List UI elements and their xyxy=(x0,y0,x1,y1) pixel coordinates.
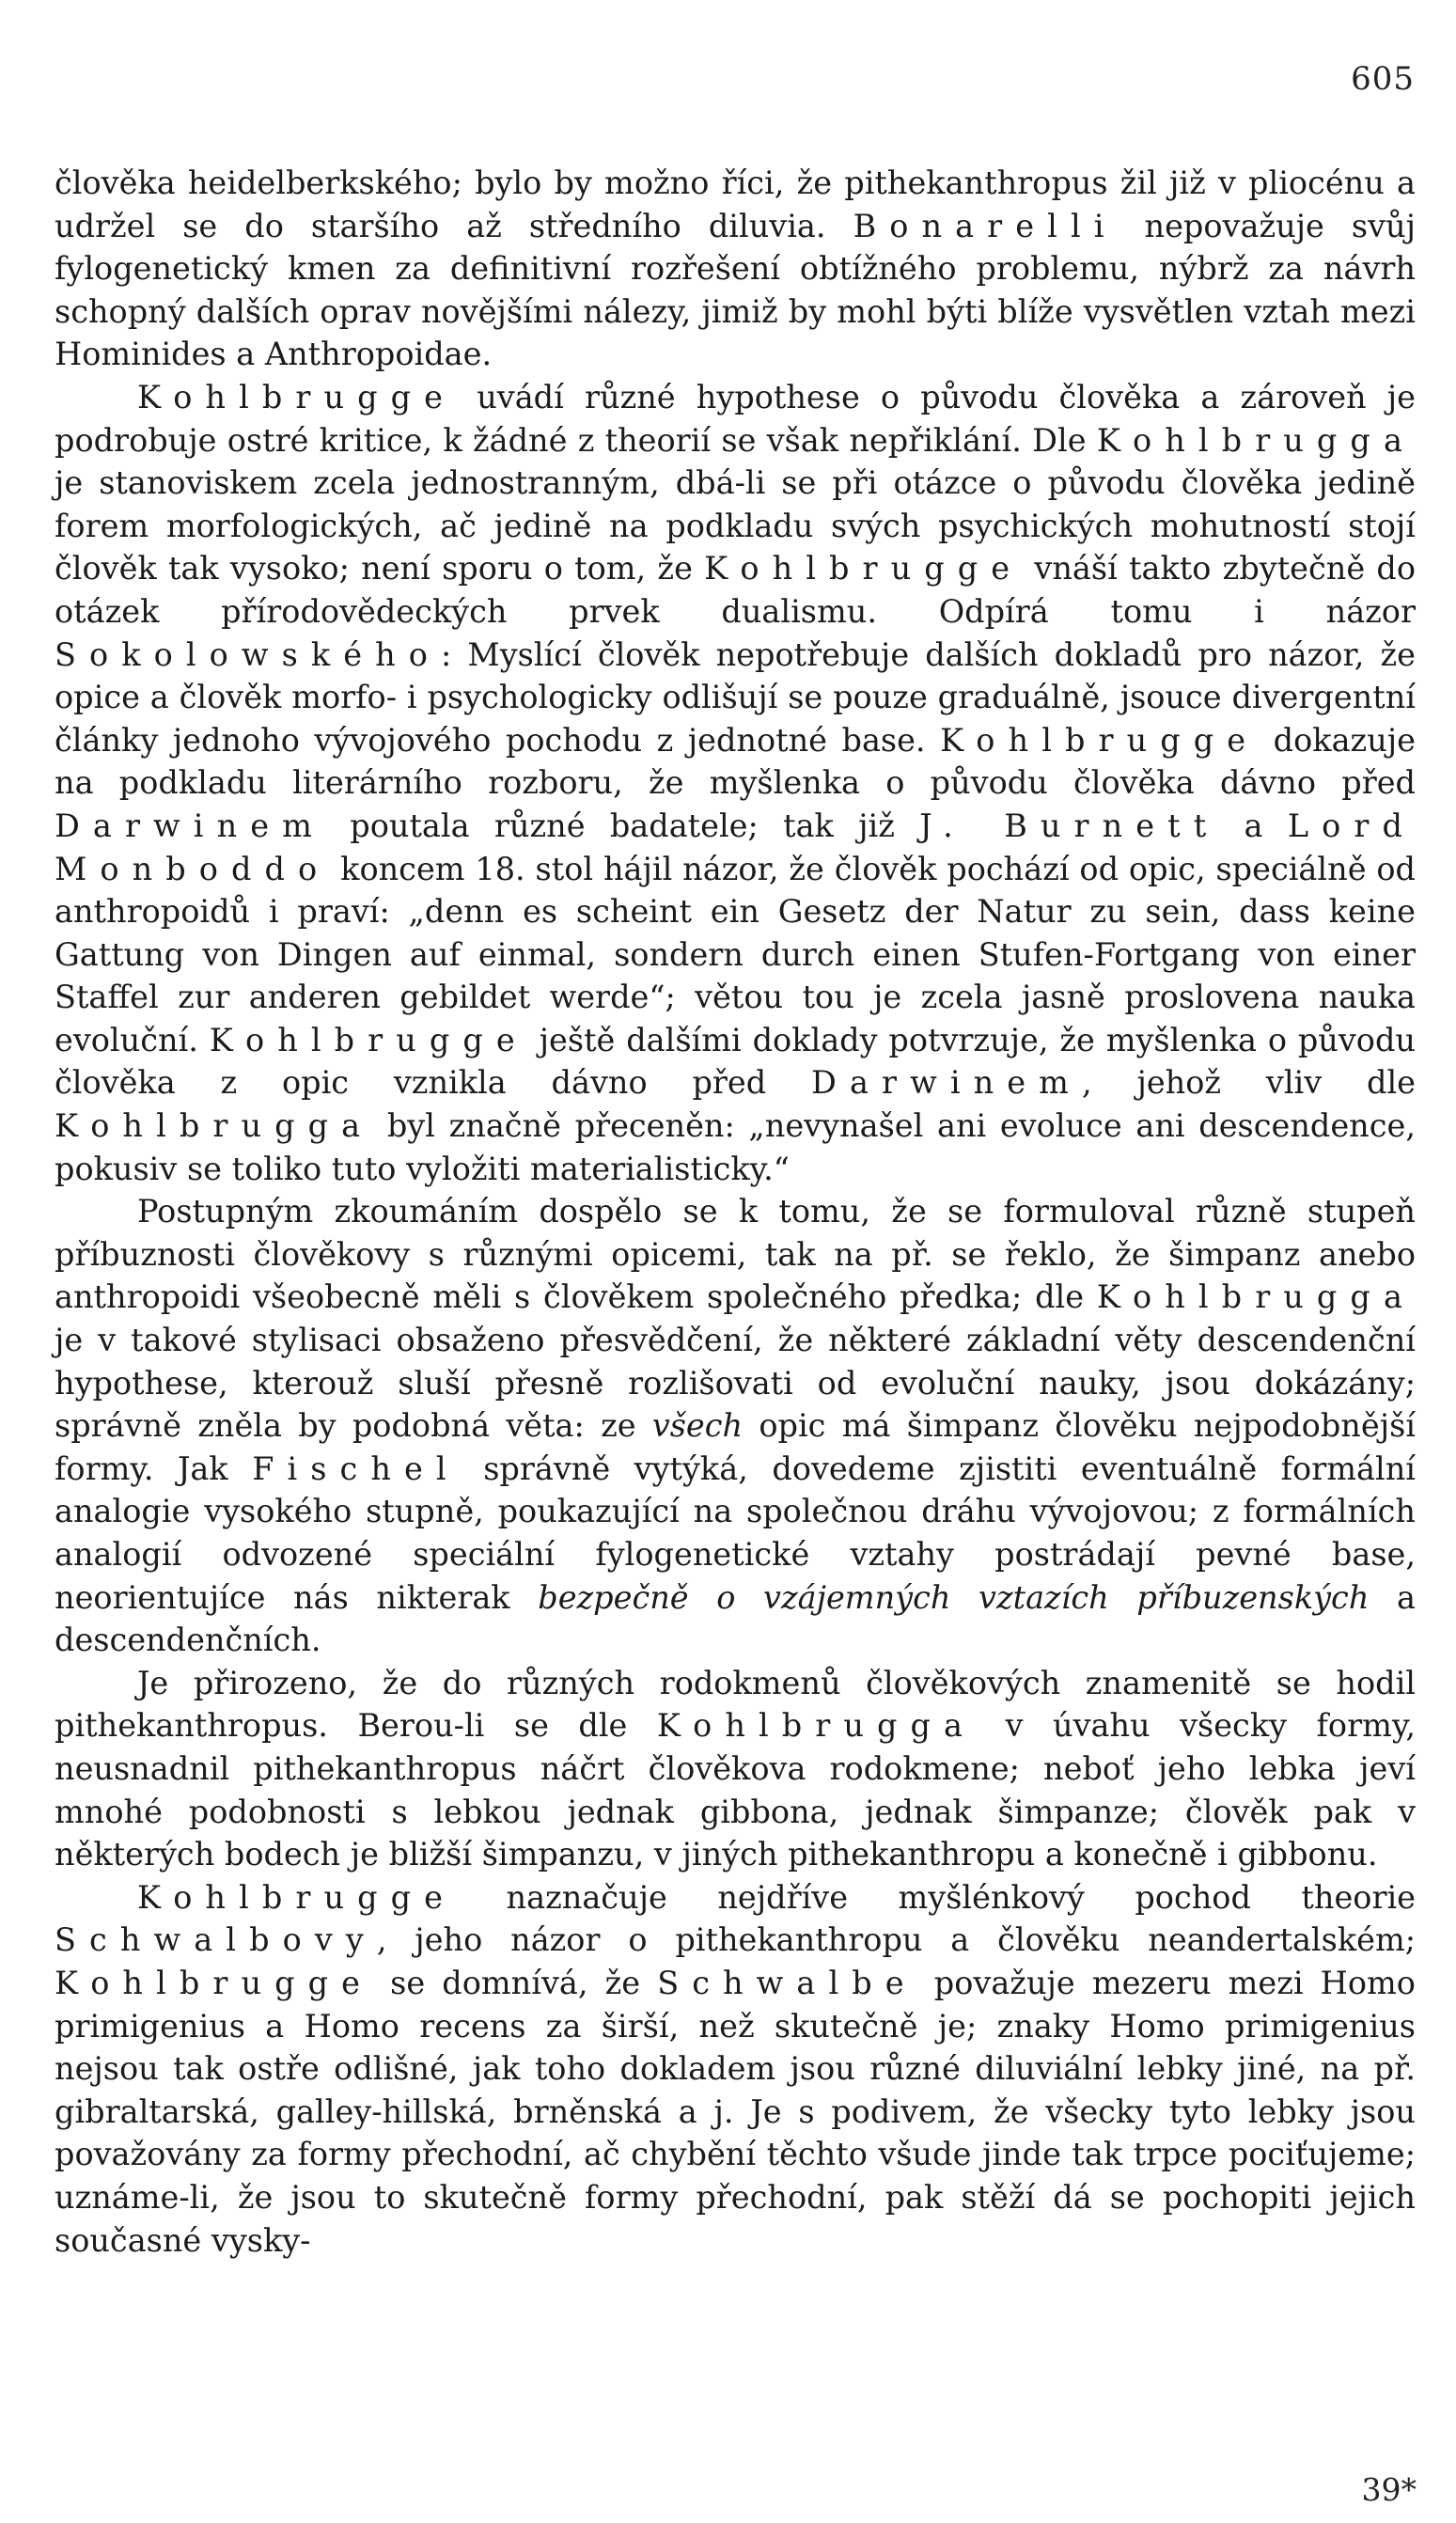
text-run: nepovažuje svůj fylogenetický kmen za definitivní rozřešení obtížného problemu, nýbrž za návrh schopný dalších oprav novějšími nálezy, jimiž by mohl býti blíže vysvětlen vztah mezi Hominides a Anthropoidae. xyxy=(55,207,1416,373)
spaced-name: Kohlbrugge xyxy=(55,1964,374,2001)
text-run: , jeho názor o pithekanthropu a člověku neandertalském; xyxy=(376,1921,1416,1959)
body-text xyxy=(55,162,1416,2262)
paragraph xyxy=(55,1876,1416,2262)
text-run: v úvahu všecky formy, neusnadnil pithekanthropus náčrt člověkova rodokmene; neboť jeho lebka jeví mnohé podobnosti s lebkou jednak gibbona, jednak šimpanze; člověk pak v některých bodech je bližší šimpanzu, v jiných pithekanthropu a konečně i gibbonu. xyxy=(55,1707,1417,1873)
paragraph xyxy=(55,376,1416,1190)
text-run: vnáší takto zbytečně do otázek přírodovědeckých prvek dualismu. Odpírá tomu i názor xyxy=(55,550,1416,630)
text-run: ještě dalšími doklady potvrzuje, že myšlenka o původu člověka z opic vznikla dávno před xyxy=(55,1021,1416,1102)
spaced-name: Darwinem xyxy=(811,1064,1082,1102)
italic-text: bezpečně o vzájemných vztazích příbuzenských xyxy=(538,1578,1370,1616)
spaced-name: Kohlbrugga xyxy=(1096,1278,1416,1316)
spaced-name: Darwinem xyxy=(55,807,325,844)
spaced-name: Kohlbrugga xyxy=(55,1107,374,1145)
spaced-name: Kohlbrugge xyxy=(704,550,1024,588)
text-run: je v takové stylisaci obsaženo přesvědčení, že některé základní věty descendenční hypothese, kterouž sluší přesně rozlišovati od evoluční nauky, jsou dokázány; správně zněla by podobná věta: ze xyxy=(55,1322,1416,1445)
text-run: a xyxy=(1219,807,1288,844)
spaced-name: J. Burnett xyxy=(919,807,1220,844)
spaced-name: Lord Monboddo xyxy=(55,807,1416,887)
text-run: se domnívá, že xyxy=(373,1964,658,2001)
text-run: byl značně přeceněn: „nevynašel ani evoluce ani descendence, pokusiv se toliko tuto vyložiti materialisticky.“ xyxy=(55,1107,1416,1187)
spaced-name: Kohlbrugge xyxy=(137,378,457,415)
text-run: Je přirozeno, že do různých rodokmenů člověkových znamenitě se hodil pithekanthropus. Berou-li se dle xyxy=(55,1664,1416,1745)
spaced-name: Schwalbovy xyxy=(55,1921,377,1959)
paragraph xyxy=(55,1190,1416,1662)
signature-mark: 39* xyxy=(1361,2471,1417,2508)
spaced-name: Kohlbrugga xyxy=(1096,421,1416,459)
text-run: a descendenčních. xyxy=(55,1578,1416,1659)
text-run: poutala různé badatele; tak již xyxy=(324,807,920,844)
spaced-name: Kohlbrugga xyxy=(656,1707,977,1745)
text-run: dokazuje na podkladu literárního rozboru, že myšlenka o původu člověka dávno před xyxy=(55,721,1416,802)
text-run: člověka heidelberkského; bylo by možno říci, že pithekanthropus žil již v pliocénu a udržel se do staršího až středního diluvia. xyxy=(55,165,1416,244)
text-run: správně vytýká, dovedeme zjistiti eventuálně formální analogie vysokého stupně, poukazující na společnou dráhu vývojovou; z formálních analogií odvozené speciální fylogenetické vztahy postrádají pevné base, neorientujíce nás nikterak xyxy=(55,1450,1416,1616)
text-run: koncem 18. stol hájil názor, že člověk pochází od opic, speciálně od anthropoidů i praví: „denn es scheint ein Gesetz der Natur zu sein, dass keine Gattung von Dingen auf einmal, sondern durch einen Stufen-Fortgang von einer Staffel zur anderen gebildet werde“; větou tou je zcela jasně proslovena nauka evoluční. xyxy=(55,850,1416,1058)
text-run: uvádí různé hypothese o původu člověka a zároveň je podrobuje ostré kritice, k žádné z theorií se však nepřiklání. Dle xyxy=(55,378,1416,459)
paragraph xyxy=(55,162,1416,376)
text-run: : Myslící člověk nepotřebuje dalších dokladů pro názor, že opice a člověk morfo- i psychologicky odlišují se pouze graduálně, jsouce divergentní články jednoho vývojového pochodu z jednotné base. xyxy=(55,635,1416,759)
spaced-name: Kohlbrugge xyxy=(940,721,1260,759)
spaced-name: Schwalbe xyxy=(657,1964,917,2001)
text-run: , jehož vliv dle xyxy=(1082,1064,1416,1102)
text-run: Postupným zkoumáním dospělo se k tomu, že se formuloval různě stupeň příbuznosti člověkovy s různými opicemi, tak na př. se řeklo, že šimpanz anebo anthropoidi všeobecně měli s člověkem společného předka; dle xyxy=(55,1193,1416,1316)
spaced-name: Bonarelli xyxy=(853,207,1118,244)
spaced-name: Kohlbrugge xyxy=(209,1021,528,1058)
paragraph xyxy=(55,1662,1416,1876)
text-run: naznačuje nejdříve myšlénkový pochod theorie xyxy=(456,1878,1416,1916)
text-run: považuje mezeru mezi Homo primigenius a Homo recens za širší, než skutečně je; znaky Homo primigenius nejsou tak ostře odlišné, jak toho dokladem jsou různé diluviální lebky jiné, na př. gibraltarská, galley-hillská, brněnská a j. Je s podivem, že všecky tyto lebky jsou považovány za formy přechodní, ač chybění těchto všude jinde tak trpce pociťujeme; uznáme-li, že jsou to skutečně formy přechodní, pak stěží dá se pochopiti jejich současné vysky- xyxy=(55,1964,1416,2259)
text-run: opic má šimpanz člověku nejpodobnější formy. Jak xyxy=(55,1407,1416,1487)
spaced-name: Fischel xyxy=(252,1450,460,1487)
spaced-name: Sokolowského xyxy=(55,635,442,673)
page-number: 605 xyxy=(1351,60,1415,98)
spaced-name: Kohlbrugge xyxy=(137,1878,457,1916)
text-run: je stanoviskem zcela jednostranným, dbá-li se při otázce o původu člověka jedině forem morfologických, ač jedině na podkladu svých psychických mohutností stojí člověk tak vysoko; není sporu o tom, že xyxy=(55,464,1416,588)
italic-text: všech xyxy=(651,1407,744,1445)
